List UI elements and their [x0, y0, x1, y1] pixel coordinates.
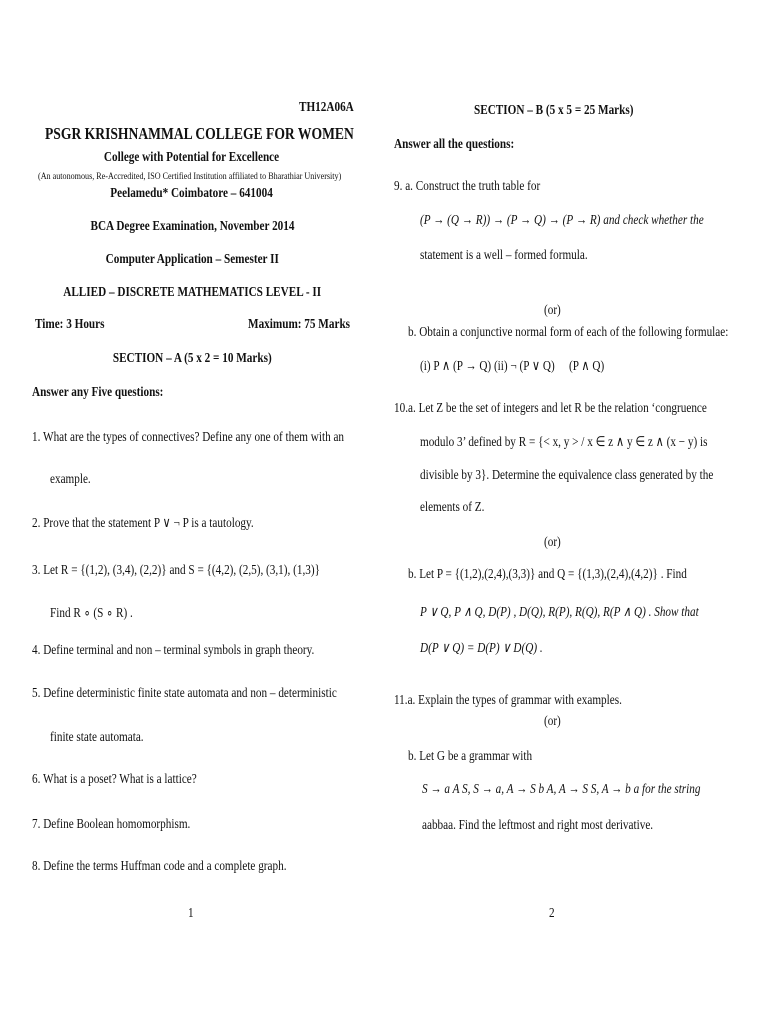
question-10b: b. Let P = {(1,2),(2,4),(3,3)} and Q = {(1,3),(2,4),(4,2)} . Find [408, 567, 687, 582]
college-tagline: College with Potential for Excellence [104, 150, 280, 165]
question-10b-show: D(P ∨ Q) = D(P) ∨ D(Q) . [420, 641, 543, 656]
question-5: 5. Define deterministic finite state automata and non – deterministic [32, 686, 337, 701]
question-4: 4. Define terminal and non – terminal symbols in graph theory. [32, 643, 315, 658]
question-9a-cont: statement is a well – formed formula. [420, 248, 588, 263]
question-9b-formulae: (i) P ∧ (P → Q) (ii) ¬ (P ∨ Q) ⃞ (P ∧ Q) [420, 359, 605, 374]
question-11b: b. Let G be a grammar with [408, 749, 533, 764]
accreditation-note: (An autonomous, Re-Accredited, ISO Certified Institution affiliated to Bharathiar University) [38, 171, 342, 181]
question-11a: 11.a. Explain the types of grammar with examples. [394, 693, 622, 708]
question-2: 2. Prove that the statement P ∨ ¬ P is a tautology. [32, 516, 254, 531]
or-separator-9: (or) [544, 303, 561, 318]
question-9a-formula: (P → (Q → R)) → (P → Q) → (P → R) and check whether the [420, 213, 704, 228]
section-a-heading: SECTION – A (5 x 2 = 10 Marks) [112, 351, 272, 366]
question-1-cont: example. [50, 472, 91, 487]
or-separator-11: (or) [544, 714, 561, 729]
page-number-2: 2 [549, 906, 555, 921]
section-a-instruction: Answer any Five questions: [32, 385, 164, 400]
question-7: 7. Define Boolean homomorphism. [32, 817, 191, 832]
question-10a-relation: modulo 3’ defined by R = {< x, y > / x ∈ z ∧ y ∈ z ∧ (x − y) is [420, 435, 708, 450]
or-separator-10: (or) [544, 535, 561, 550]
question-8: 8. Define the terms Huffman code and a complete graph. [32, 859, 287, 874]
question-5-cont: finite state automata. [50, 730, 144, 745]
page-number-1: 1 [188, 906, 194, 921]
section-b-instruction: Answer all the questions: [394, 137, 515, 152]
college-address: Peelamedu* Coimbatore – 641004 [110, 186, 274, 201]
question-3: 3. Let R = {(1,2), (3,4), (2,2)} and S = {(4,2), (2,5), (3,1), (1,3)} [32, 563, 320, 578]
question-10a: 10.a. Let Z be the set of integers and let R be the relation ‘congruence [394, 401, 707, 416]
question-9b: b. Obtain a conjunctive normal form of each of the following formulae: [408, 325, 729, 340]
paper-title: ALLIED – DISCRETE MATHEMATICS LEVEL - II [63, 285, 321, 300]
paper-code: TH12A06A [299, 100, 354, 115]
exam-title: BCA Degree Examination, November 2014 [90, 219, 294, 234]
question-3-cont: Find R ∘ (S ∘ R) . [50, 606, 133, 621]
max-marks: Maximum: 75 Marks [248, 317, 351, 332]
question-11b-productions: S → a A S, S → a, A → S b A, A → S S, A → b a for the string [422, 782, 701, 797]
question-10a-cont: divisible by 3}. Determine the equivalence class generated by the [420, 468, 714, 483]
college-name: PSGR KRISHNAMMAL COLLEGE FOR WOMEN [45, 124, 354, 143]
course-title: Computer Application – Semester II [105, 252, 279, 267]
exam-time: Time: 3 Hours [35, 317, 105, 332]
section-b-heading: SECTION – B (5 x 5 = 25 Marks) [474, 103, 634, 118]
question-9a: 9. a. Construct the truth table for [394, 179, 541, 194]
question-11b-cont: aabbaa. Find the leftmost and right most derivative. [422, 818, 654, 833]
question-6: 6. What is a poset? What is a lattice? [32, 772, 197, 787]
question-10b-sets: P ∨ Q, P ∧ Q, D(P) , D(Q), R(P), R(Q), R(P ∧ Q) . Show that [420, 605, 699, 620]
question-10a-end: elements of Z. [420, 500, 485, 515]
question-1: 1. What are the types of connectives? Define any one of them with an [32, 430, 345, 445]
